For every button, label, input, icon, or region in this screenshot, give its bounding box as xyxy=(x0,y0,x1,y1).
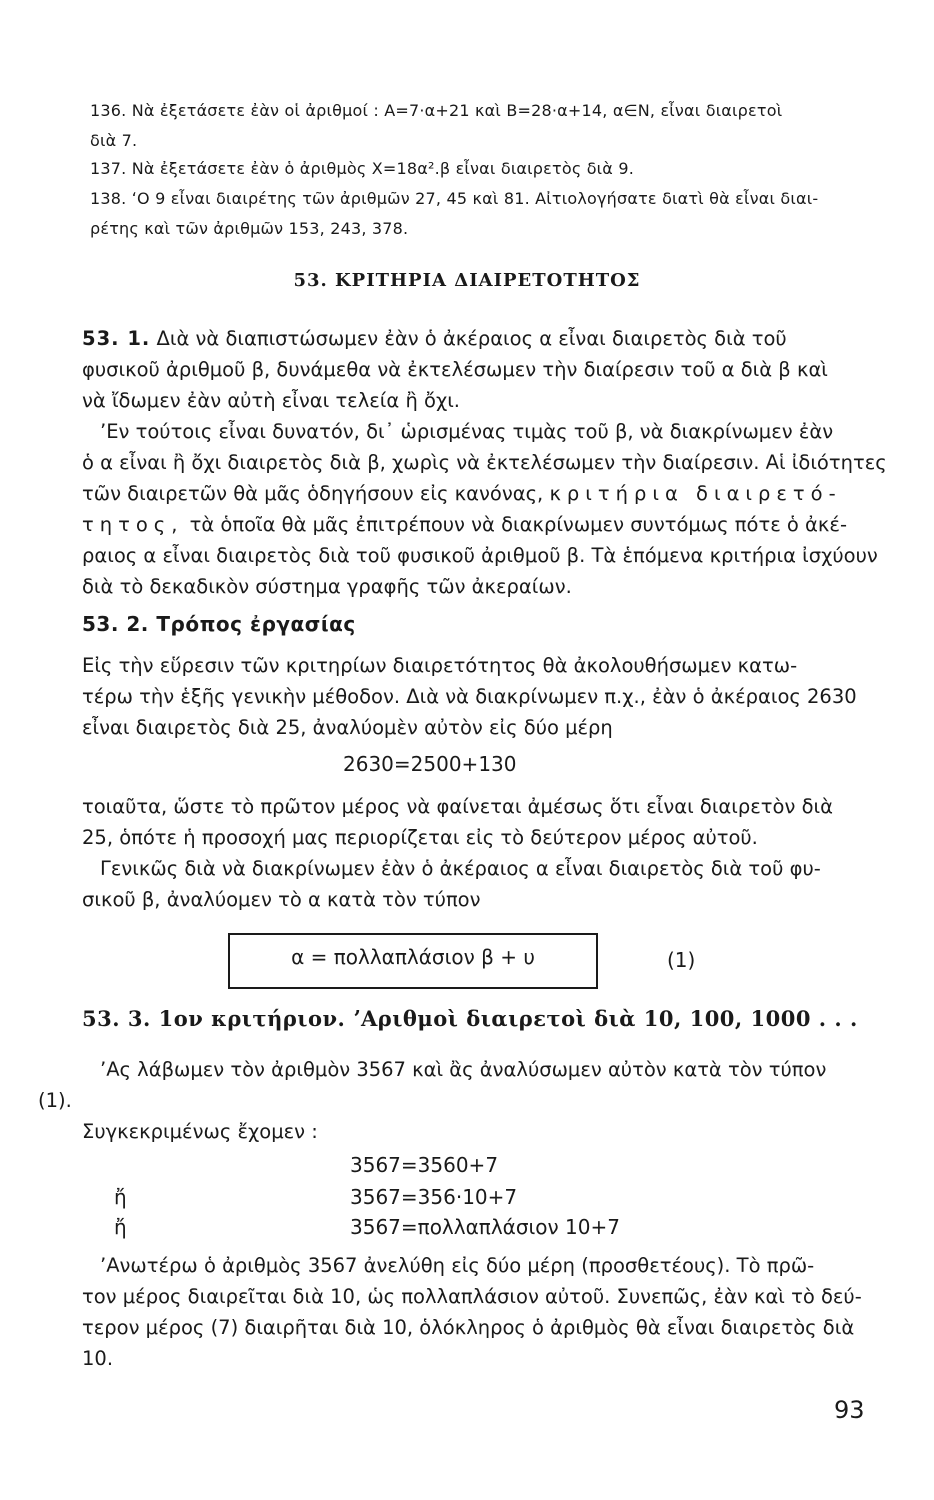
or-word-2: ἤ xyxy=(114,1215,127,1239)
exercise-136 xyxy=(90,96,884,156)
equation-3: 3567=πολλαπλάσιον 10+7 xyxy=(350,1215,620,1239)
page-number: 93 xyxy=(834,1396,865,1424)
paragraph-line: Εἰς τὴν εὕρεσιν τῶν κριτηρίων διαιρετότητος θὰ ἀκολουθήσωμεν κατω- xyxy=(82,654,798,677)
exercise-138-line: 138. ʻΟ 9 εἶναι διαιρέτης τῶν ἀριθμῶν 27, 45 καὶ 81. Αἰτιολογήσατε διατὶ θὰ εἶναι διαι- xyxy=(90,189,819,208)
equation-2: 3567=356·10+7 xyxy=(350,1185,518,1209)
section-53-2-body-2 xyxy=(82,791,888,915)
formula-text: α = πολλαπλάσιον β + υ xyxy=(291,945,535,969)
text-span: Διὰ νὰ διαπιστώσωμεν ἐὰν ὁ ἀκέραιος α εἶναι διαιρετὸς διὰ τοῦ xyxy=(156,327,787,350)
equation-2630: 2630=2500+130 xyxy=(343,752,517,776)
exercise-137 xyxy=(90,154,884,184)
formula-number: (1) xyxy=(667,948,696,972)
paragraph-line: τερον μέρος (7) διαιρῆται διὰ 10, ὁλόκληρος ὁ ἀριθμὸς θὰ εἶναι διαιρετὸς διὰ xyxy=(82,1316,855,1339)
exercise-136-line: 136. Νὰ ἐξετάσετε ἐὰν οἱ ἀριθμοί : Α=7·α+21 καὶ Β=28·α+14, α∈N, εἶναι διαιρετοὶ xyxy=(90,101,783,120)
exercise-138-cont: ρέτης καὶ τῶν ἀριθμῶν 153, 243, 378. xyxy=(90,219,409,238)
text-span: τῶν διαιρετῶν θὰ μᾶς ὁδηγήσουν εἰς κανόνας, xyxy=(82,482,544,505)
paragraph-line: ʼΑνωτέρω ὁ ἀριθμὸς 3567 ἀνελύθη εἰς δύο μέρη (προσθετέους). Τὸ πρῶ- xyxy=(100,1254,815,1277)
exercise-136-cont: διὰ 7. xyxy=(90,131,138,150)
paragraph-line: σικοῦ β, ἀναλύομεν τὸ α κατὰ τὸν τύπον xyxy=(82,888,481,911)
boxed-formula xyxy=(228,933,598,989)
emphasis-span: κριτήρια διαιρετό- xyxy=(549,482,842,505)
paragraph-line: Γενικῶς διὰ νὰ διακρίνωμεν ἐὰν ὁ ἀκέραιος α εἶναι διαιρετὸς διὰ τοῦ φυ- xyxy=(100,857,821,880)
equation-1: 3567=3560+7 xyxy=(350,1153,499,1177)
section-53-3-title: 53. 3. 1ον κριτήριον. ʼΑριθμοὶ διαιρετοὶ διὰ 10, 100, 1000 . . . xyxy=(82,1006,858,1031)
text-span: τὰ ὁποῖα θὰ μᾶς ἐπιτρέπουν νὰ διακρίνωμεν συντόμως πότε ὁ ἀκέ- xyxy=(189,513,847,536)
emphasis-span: τητος, xyxy=(82,513,184,536)
paragraph-line xyxy=(82,478,888,509)
paragraph-line: 10. xyxy=(82,1347,114,1370)
paragraph-line: 25, ὁπότε ἡ προσοχή μας περιορίζεται εἰς τὸ δεύτερον μέρος αὐτοῦ. xyxy=(82,826,758,849)
paragraph-line: (1). xyxy=(38,1089,72,1112)
or-word-1: ἤ xyxy=(114,1185,127,1209)
paragraph-line: φυσικοῦ ἀριθμοῦ β, δυνάμεθα νὰ ἐκτελέσωμεν τὴν διαίρεσιν τοῦ α διὰ β καὶ xyxy=(82,358,828,381)
paragraph-line xyxy=(82,323,888,354)
section-53-3-body-2 xyxy=(82,1250,888,1374)
section-heading: 53. ΚΡΙΤΗΡΙΑ ΔΙΑΙΡΕΤΟΤΗΤΟΣ xyxy=(293,270,641,291)
paragraph-line: ραιος α εἶναι διαιρετὸς διὰ τοῦ φυσικοῦ ἀριθμοῦ β. Τὰ ἑπόμενα κριτήρια ἰσχύουν xyxy=(82,544,878,567)
paragraph-line: τέρω τὴν ἑξῆς γενικὴν μέθοδον. Διὰ νὰ διακρίνωμεν π.χ., ἐὰν ὁ ἀκέραιος 2630 xyxy=(82,685,857,708)
paragraph-line: τον μέρος διαιρεῖται διὰ 10, ὡς πολλαπλάσιον αὐτοῦ. Συνεπῶς, ἐὰν καὶ τὸ δεύ- xyxy=(82,1285,862,1308)
paragraph-line: ὁ α εἶναι ἢ ὄχι διαιρετὸς διὰ β, χωρὶς νὰ ἐκτελέσωμεν τὴν διαίρεσιν. Αἱ ἰδιότητες xyxy=(82,451,887,474)
paragraph-line: ʼΑς λάβωμεν τὸν ἀριθμὸν 3567 καὶ ἂς ἀναλύσωμεν αὐτὸν κατὰ τὸν τύπον xyxy=(100,1058,827,1081)
section-53-1 xyxy=(82,323,888,602)
paragraph-line: Συγκεκριμένως ἔχομεν : xyxy=(82,1120,318,1143)
paragraph-line: ʼΕν τούτοις εἶναι δυνατόν, δι᾿ ὡρισμένας τιμὰς τοῦ β, νὰ διακρίνωμεν ἐὰν xyxy=(100,420,834,443)
section-53-3-body xyxy=(38,1054,888,1147)
paragraph-line: εἶναι διαιρετὸς διὰ 25, ἀναλύομὲν αὐτὸν εἰς δύο μέρη xyxy=(82,716,613,739)
paragraph-line: διὰ τὸ δεκαδικὸν σύστημα γραφῆς τῶν ἀκεραίων. xyxy=(82,575,572,598)
exercise-137-line: 137. Νὰ ἐξετάσετε ἐὰν ὁ ἀριθμὸς Χ=18α².β εἶναι διαιρετὸς διὰ 9. xyxy=(90,159,634,178)
section-number: 53. 1. xyxy=(82,327,151,350)
paragraph-line: τοιαῦτα, ὥστε τὸ πρῶτον μέρος νὰ φαίνεται ἀμέσως ὅτι εἶναι διαιρετὸν διὰ xyxy=(82,795,833,818)
exercise-138 xyxy=(90,184,884,244)
paragraph-line: νὰ ἴδωμεν ἐὰν αὐτὴ εἶναι τελεία ἢ ὄχι. xyxy=(82,389,461,412)
section-53-2-title: 53. 2. Τρόπος ἐργασίας xyxy=(82,612,356,636)
section-53-2-body xyxy=(82,650,888,743)
paragraph-line xyxy=(82,509,888,540)
